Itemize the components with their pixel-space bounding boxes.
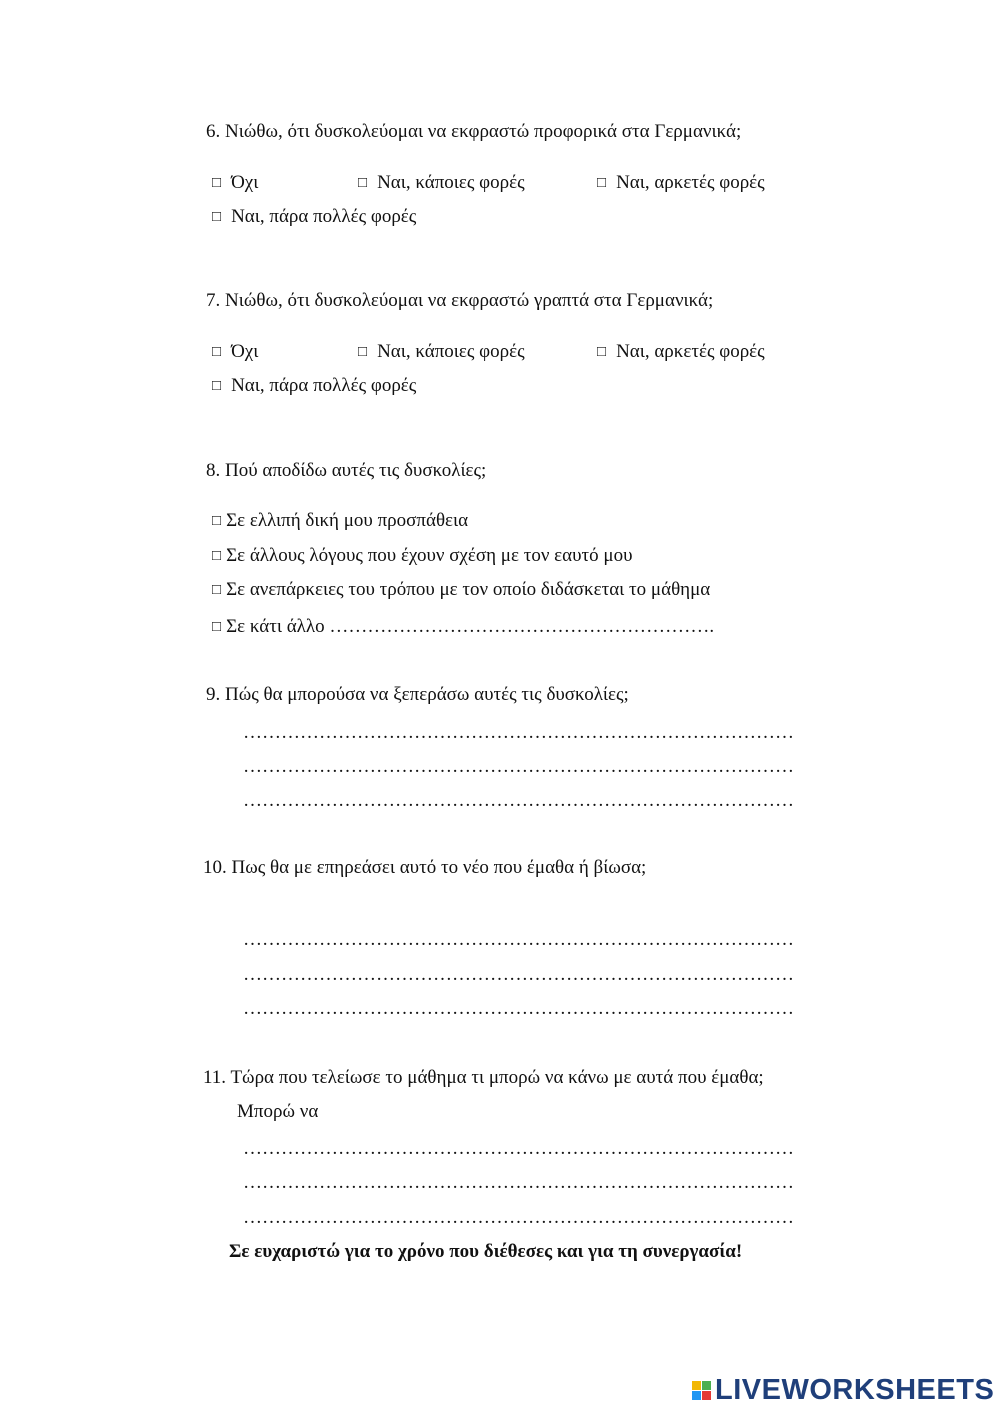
q7-option-quite-often[interactable]: □ Ναι, αρκετές φορές (597, 341, 765, 362)
question-10: 10. Πως θα με επηρεάσει αυτό το νέο που έμαθα ή βίωσα; (203, 857, 647, 878)
checkbox-icon[interactable]: □ (358, 175, 368, 191)
q9-answer-line-1[interactable]: …………………………………………………………………………… (243, 722, 794, 743)
logo-tile (692, 1391, 701, 1400)
q6-option-very-often[interactable]: □ Ναι, πάρα πολλές φορές (212, 206, 417, 227)
q7-option-sometimes[interactable]: □ Ναι, κάποιες φορές (358, 341, 525, 362)
checkbox-icon[interactable]: □ (212, 513, 222, 529)
q9-answer-line-3[interactable]: …………………………………………………………………………… (243, 790, 794, 811)
q8-option-something-else[interactable]: □ Σε κάτι άλλο ……………………………………………………. (212, 616, 715, 637)
logo-tile (702, 1381, 711, 1390)
q10-answer-line-1[interactable]: …………………………………………………………………………… (243, 929, 794, 950)
q8-option-teaching[interactable]: □ Σε ανεπάρκειες του τρόπου με τον οποίο διδάσκεται το μάθημα (212, 579, 711, 600)
question-8: 8. Πού αποδίδω αυτές τις δυσκολίες; (206, 460, 487, 481)
q6-option-sometimes[interactable]: □ Ναι, κάποιες φορές (358, 172, 525, 193)
checkbox-icon[interactable]: □ (212, 619, 222, 635)
question-11: 11. Τώρα που τελείωσε το μάθημα τι μπορώ να κάνω με αυτά που έμαθα; (203, 1067, 764, 1088)
checkbox-icon[interactable]: □ (212, 378, 222, 394)
liveworksheets-logo (692, 1374, 994, 1407)
q11-prompt: Μπορώ να (237, 1101, 319, 1122)
q8-option-other-reasons[interactable]: □ Σε άλλους λόγους που έχουν σχέση με τον εαυτό μου (212, 545, 633, 566)
checkbox-icon[interactable]: □ (597, 344, 607, 360)
question-7: 7. Νιώθω, ότι δυσκολεύομαι να εκφραστώ γραπτά στα Γερμανικά; (206, 290, 714, 311)
checkbox-icon[interactable]: □ (212, 548, 222, 564)
q10-answer-line-2[interactable]: …………………………………………………………………………… (243, 964, 794, 985)
q11-answer-line-3[interactable]: …………………………………………………………………………… (243, 1207, 794, 1228)
checkbox-icon[interactable]: □ (597, 175, 607, 191)
q6-option-no[interactable]: □ Όχι (212, 172, 259, 193)
question-9: 9. Πώς θα μπορούσα να ξεπεράσω αυτές τις δυσκολίες; (206, 684, 629, 705)
liveworksheets-logo-icon (692, 1381, 711, 1400)
logo-tile (692, 1381, 701, 1390)
q7-option-no[interactable]: □ Όχι (212, 341, 259, 362)
q10-answer-line-3[interactable]: …………………………………………………………………………… (243, 998, 794, 1019)
question-6: 6. Νιώθω, ότι δυσκολεύομαι να εκφραστώ προφορικά στα Γερμανικά; (206, 121, 742, 142)
checkbox-icon[interactable]: □ (358, 344, 368, 360)
logo-tile (702, 1391, 711, 1400)
logo-text: LIVEWORKSHEETS (715, 1374, 995, 1406)
q11-answer-line-1[interactable]: …………………………………………………………………………… (243, 1138, 794, 1159)
q8-option-own-effort[interactable]: □ Σε ελλιπή δική μου προσπάθεια (212, 510, 469, 531)
q6-option-quite-often[interactable]: □ Ναι, αρκετές φορές (597, 172, 765, 193)
checkbox-icon[interactable]: □ (212, 582, 222, 598)
thank-you-note: Σε ευχαριστώ για το χρόνο που διέθεσες και για τη συνεργασία! (229, 1241, 743, 1262)
q7-option-very-often[interactable]: □ Ναι, πάρα πολλές φορές (212, 375, 417, 396)
checkbox-icon[interactable]: □ (212, 175, 222, 191)
checkbox-icon[interactable]: □ (212, 209, 222, 225)
q11-answer-line-2[interactable]: …………………………………………………………………………… (243, 1172, 794, 1193)
q9-answer-line-2[interactable]: …………………………………………………………………………… (243, 756, 794, 777)
checkbox-icon[interactable]: □ (212, 344, 222, 360)
